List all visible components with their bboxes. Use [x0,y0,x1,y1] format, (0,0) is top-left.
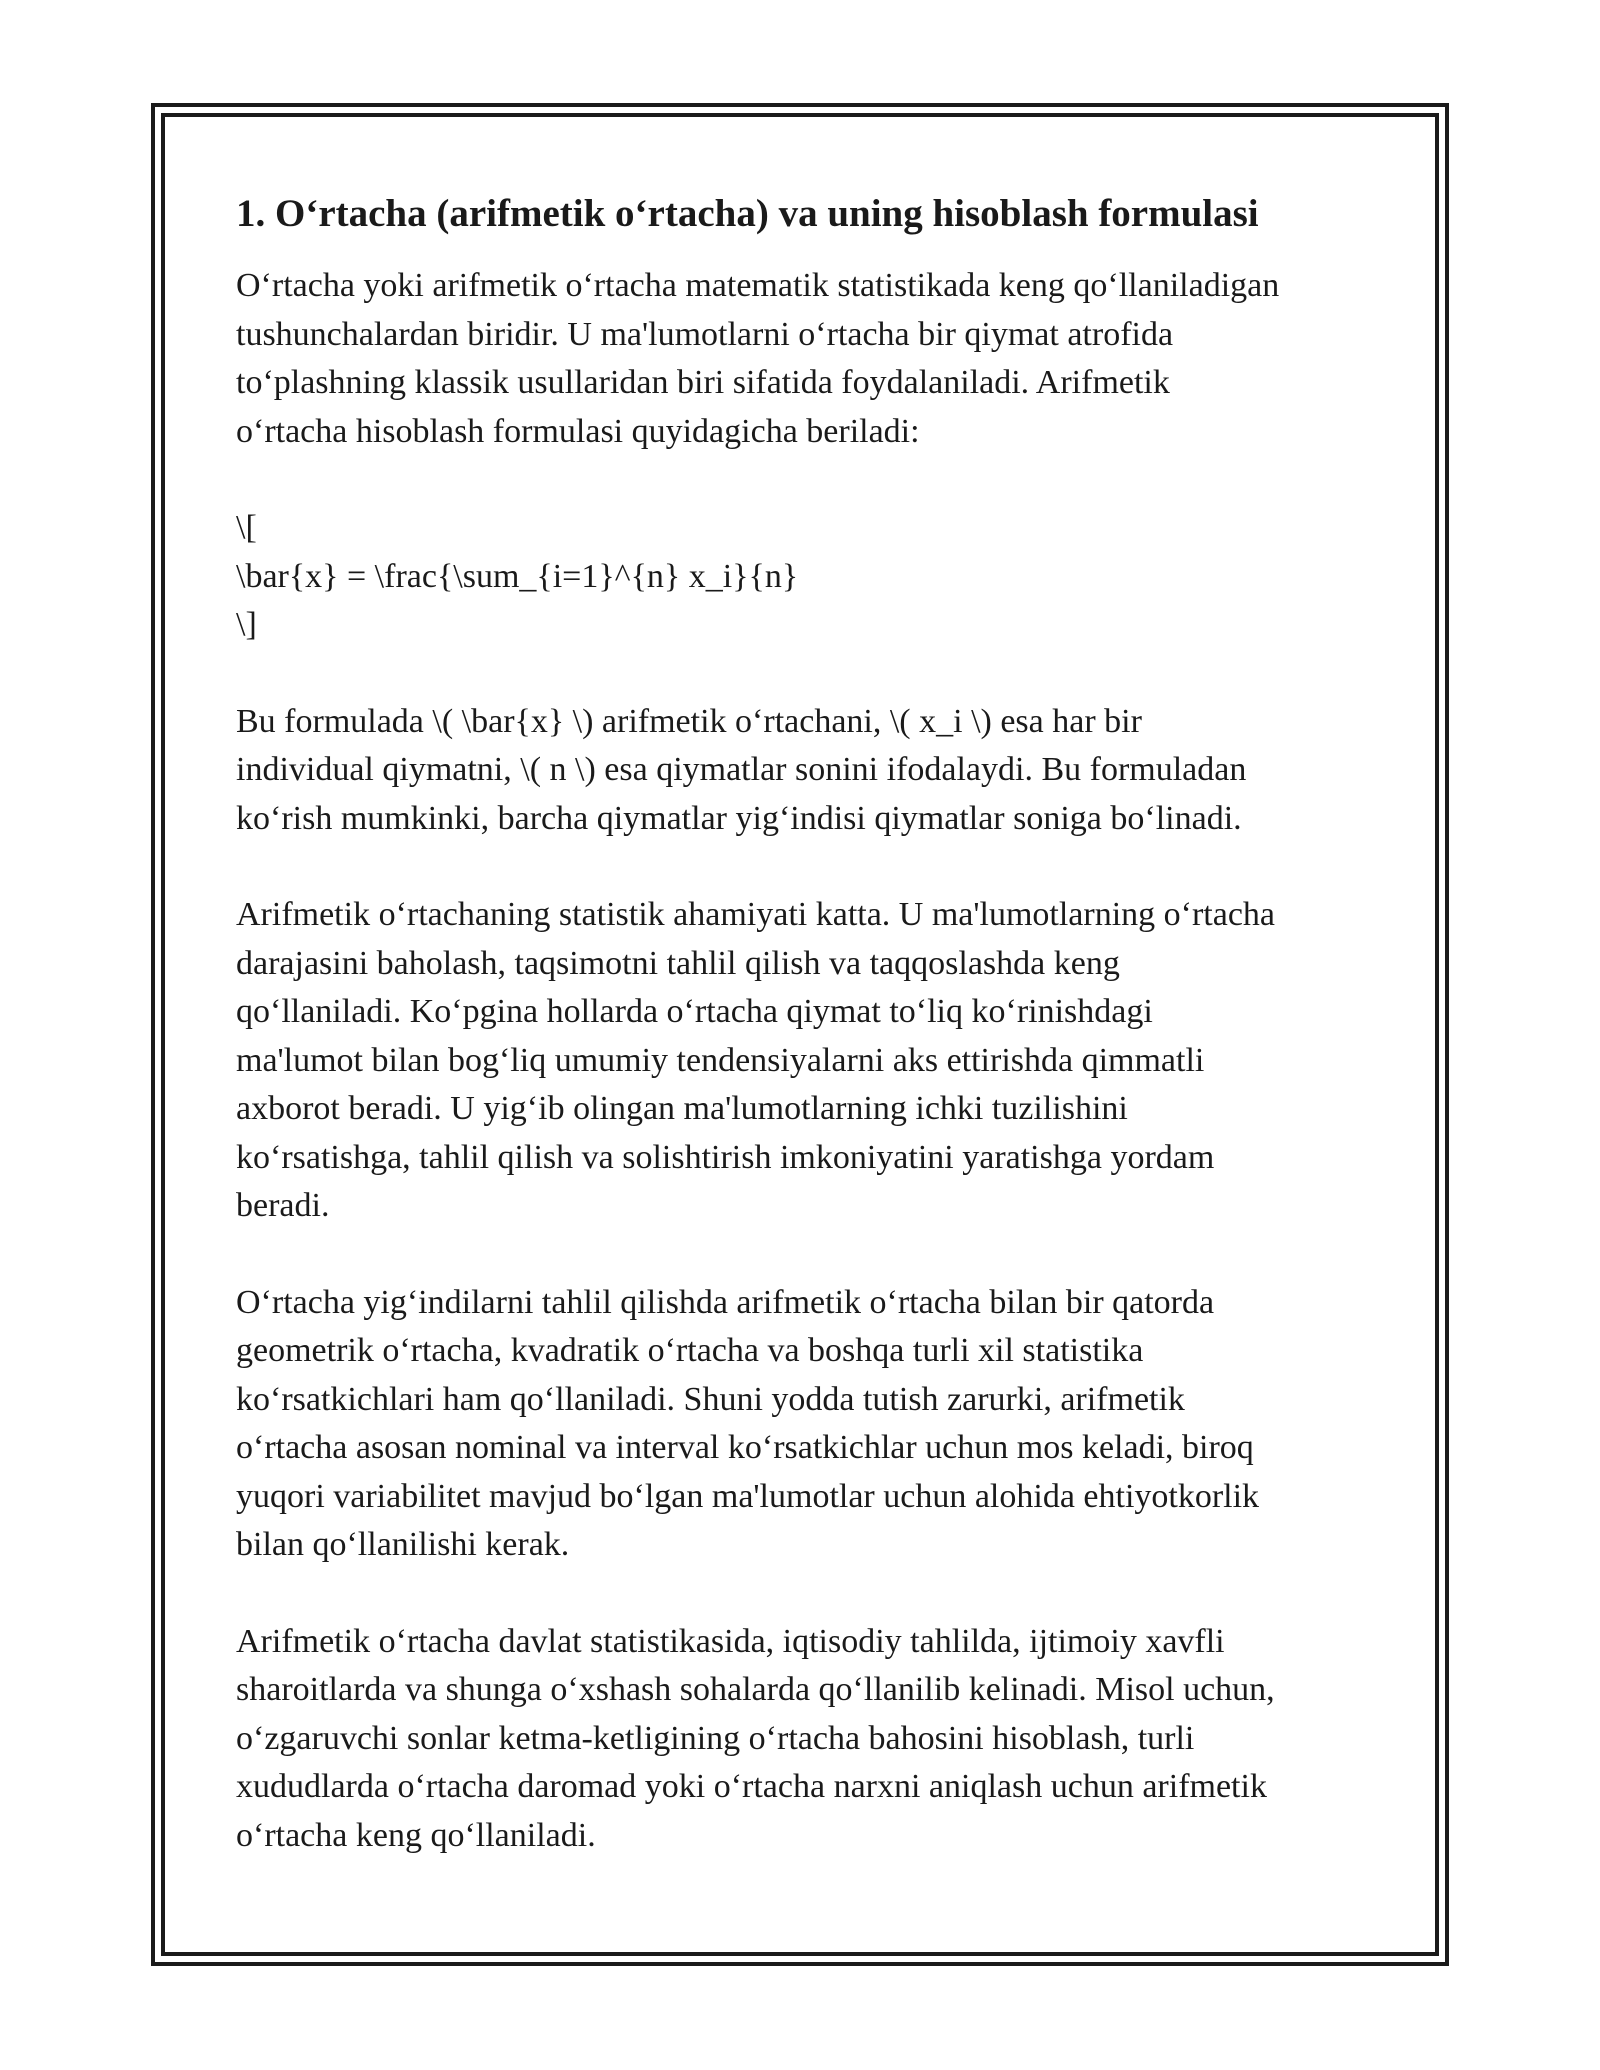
document-body [236,186,1386,1860]
paragraph-significance: Arifmetik o‘rtachaning statistik ahamiyati katta. U ma'lumotlarning o‘rtacha darajasini baholash, taqsimotni tahlil qilish va taqqoslashda keng qo‘llaniladi. Ko‘pgina hollarda o‘rtacha qiymat to‘liq ko‘rinishdagi ma'lumot bilan bog‘liq umumiy tendensiyalarni aks ettirishda qimmatli axborot beradi. U yig‘ib olingan ma'lumotlarning ichki tuzilishini ko‘rsatishga, tahlil qilish va solishtirish imkoniyatini yaratishga yordam beradi. [236,896,1276,1224]
formula-block: \[ \bar{x} = \frac{\sum_{i=1}^{n} x_i}{n} \] [236,509,799,643]
section-heading: 1. O‘rtacha (arifmetik o‘rtacha) va uning hisoblash formulasi [236,192,1259,235]
paragraph-formula-explanation: Bu formulada \( \bar{x} \) arifmetik o‘rtachani, \( x_i \) esa har bir individual qiymatni, \( n \) esa qiymatlar sonini ifodalaydi. Bu formuladan ko‘rish mumkinki, barcha qiymatlar yig‘indisi qiymatlar soniga bo‘linadi. [236,702,1247,837]
paragraph-applications: Arifmetik o‘rtacha davlat statistikasida, iqtisodiy tahlilda, ijtimoiy xavfli sharoitlarda va shunga o‘xshash sohalarda qo‘llanilib kelinadi. Misol uchun, o‘zgaruvchi sonlar ketma-ketligining o‘rtacha bahosini hisoblash, turli xududlarda o‘rtacha daromad yoki o‘rtacha narxni aniqlash uchun arifmetik o‘rtacha keng qo‘llaniladi. [236,1622,1275,1854]
paragraph-other-means: O‘rtacha yig‘indilarni tahlil qilishda arifmetik o‘rtacha bilan bir qatorda geometrik o‘rtacha, kvadratik o‘rtacha va boshqa turli xil statistika ko‘rsatkichlari ham qo‘llaniladi. Shuni yodda tutish zarurki, arifmetik o‘rtacha asosan nominal va interval ko‘rsatkichlar uchun mos keladi, biroq yuqori variabilitet mavjud bo‘lgan ma'lumotlar uchun alohida ehtiyotkorlik bilan qo‘llanilishi kerak. [236,1283,1260,1563]
paragraph-intro: O‘rtacha yoki arifmetik o‘rtacha matematik statistikada keng qo‘llaniladigan tushunchalardan biridir. U ma'lumotlarni o‘rtacha bir qiymat atrofida to‘plashning klassik usullaridan biri sifatida foydalaniladi. Arifmetik o‘rtacha hisoblash formulasi quyidagicha beriladi: [236,267,1280,450]
